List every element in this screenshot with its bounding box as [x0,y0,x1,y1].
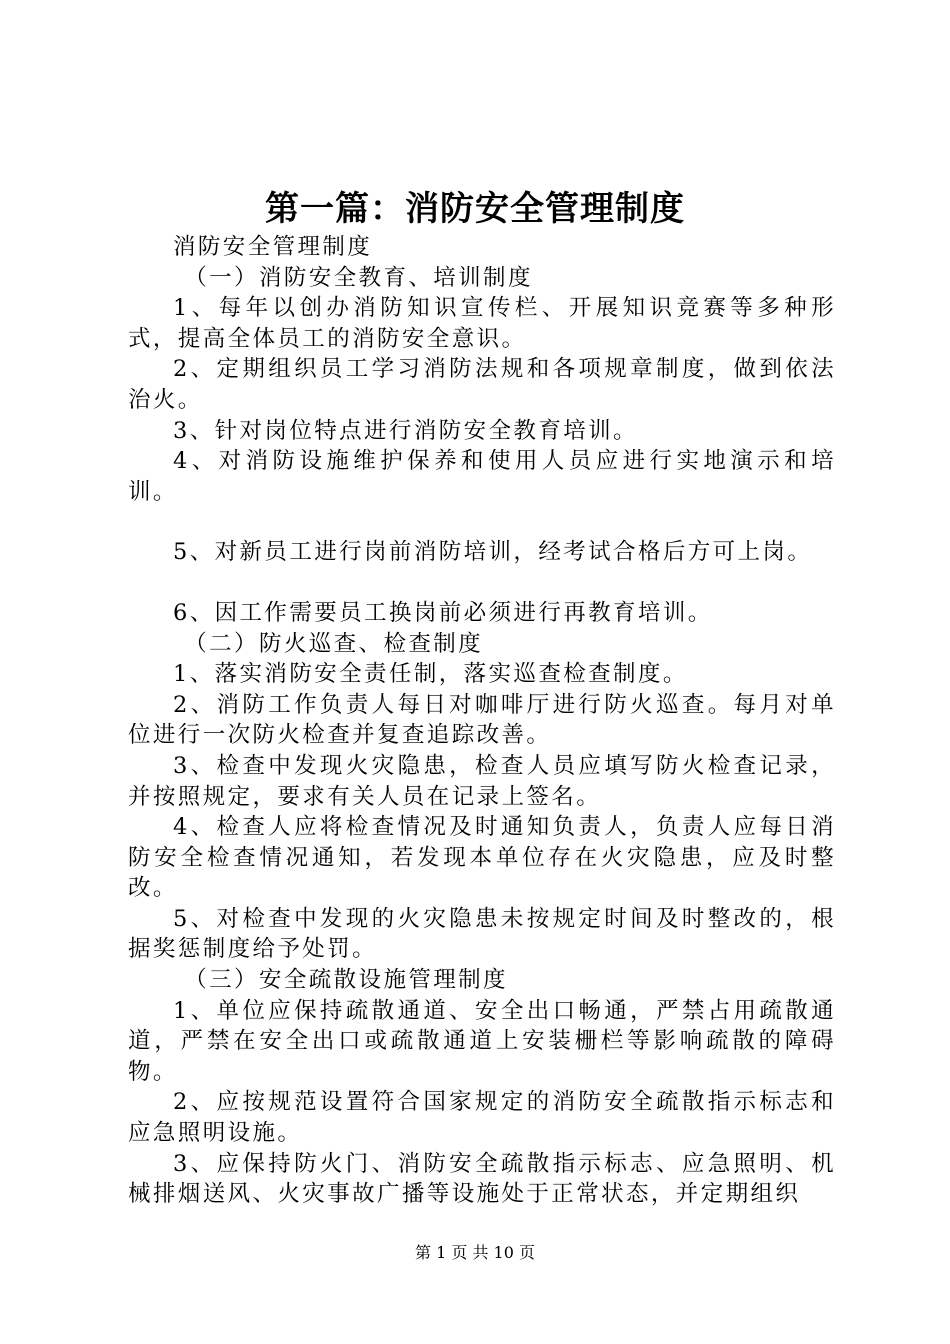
paragraph: 4、对消防设施维护保养和使用人员应进行实地演示和培训。 [128,448,836,505]
paragraph: 3、检查中发现火灾隐患，检查人员应填写防火检查记录，并按照规定，要求有关人员在记录上签名。 [128,752,836,810]
paragraph: 3、针对岗位特点进行消防安全教育培训。 [173,417,638,444]
paragraph: 2、消防工作负责人每日对咖啡厅进行防火巡查。每月对单位进行一次防火检查并复查追踪改善。 [128,691,836,749]
paragraph: 3、应保持防火门、消防安全疏散指示标志、应急照明、机械排烟送风、火灾事故广播等设施处于正常状态，并定期组织 [128,1150,836,1208]
page-number-footer: 第 1 页 共 10 页 [415,1243,535,1262]
document-body [128,232,836,1210]
paragraph: 4、检查人应将检查情况及时通知负责人，负责人应每日消防安全检查情况通知，若发现本单位存在火灾隐患，应及时整改。 [128,814,836,902]
subsection-heading: （一）消防安全教育、培训制度 [184,264,533,291]
document-title: 第一篇：消防安全管理制度 [265,189,685,229]
subsection-heading: （三）安全疏散设施管理制度 [184,967,508,994]
paragraph: 1、每年以创办消防知识宣传栏、开展知识竞赛等多种形式，提高全体员工的消防安全意识。 [128,295,836,352]
paragraph: 2、应按规范设置符合国家规定的消防安全疏散指示标志和应急照明设施。 [128,1089,836,1147]
paragraph: 5、对检查中发现的火灾隐患未按规定时间及时整改的，根据奖惩制度给予处罚。 [128,905,836,963]
paragraph: 6、因工作需要员工换岗前必须进行再教育培训。 [173,599,713,626]
paragraph: 1、落实消防安全责任制，落实巡查检查制度。 [173,661,688,688]
subsection-heading: （二）防火巡查、检查制度 [184,630,484,657]
section-heading: 消防安全管理制度 [173,234,373,260]
paragraph: 2、定期组织员工学习消防法规和各项规章制度，做到依法治火。 [128,356,836,413]
paragraph: 1、单位应保持疏散通道、安全出口畅通，严禁占用疏散通道，严禁在安全出口或疏散通道上安装栅栏等影响疏散的障碍物。 [128,997,836,1085]
paragraph: 5、对新员工进行岗前消防培训，经考试合格后方可上岗。 [173,539,813,566]
